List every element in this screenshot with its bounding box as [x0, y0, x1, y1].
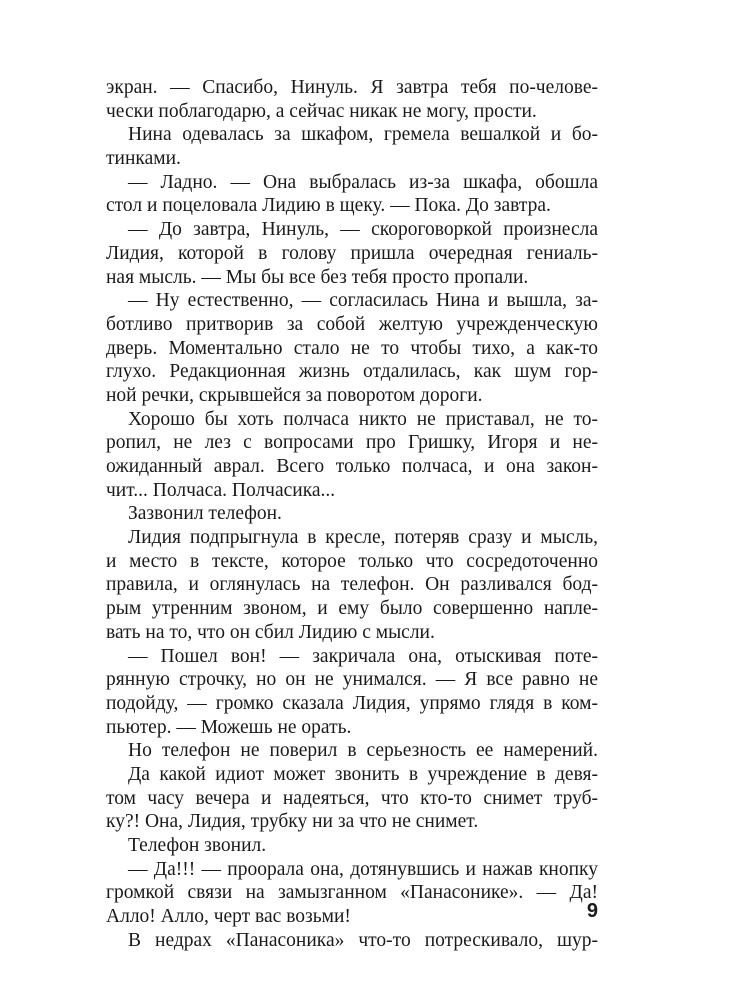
- text-line: тинками.: [106, 148, 181, 170]
- text-line: ная мысль. — Мы бы все без тебя просто пропали.: [106, 266, 529, 288]
- text-line: том часу вечера и надеяться, что кто-то снимет труб-: [106, 787, 598, 809]
- text-line: Но телефон не поверил в серьезность ее намерений.: [128, 740, 598, 762]
- text-line: правила, и оглянулась на телефон. Он разливался бод-: [106, 574, 598, 596]
- text-line: — Да!!! — проорала она, дотянувшись и нажав кнопку: [128, 858, 598, 880]
- text-line: рянную строчку, но он не унимался. — Я все равно не: [106, 669, 598, 691]
- text-line: громкой связи на замызганном «Панасонике». — Да!: [106, 882, 598, 904]
- text-line: Да какой идиот может звонить в учреждение в девя-: [128, 763, 598, 785]
- text-line: Хорошо бы хоть полчаса никто не приставал, не то-: [128, 408, 598, 430]
- text-line: глухо. Редакционная жизнь отдалилась, как шум гор-: [106, 361, 598, 383]
- text-line: Телефон звонил.: [128, 835, 267, 856]
- text-line: Зазвонил телефон.: [128, 503, 282, 525]
- text-line: стол и поцеловала Лидию в щеку. — Пока. До завтра.: [106, 195, 551, 217]
- text-line: — Пошел вон! — закричала она, отыскивая поте-: [128, 645, 598, 667]
- text-line: ожиданный аврал. Всего только полчаса, и она закон-: [106, 456, 598, 477]
- text-line: чит... Полчаса. Полчасика...: [106, 479, 336, 501]
- text-line: экран. — Спасибо, Нинуль. Я завтра тебя по-челове-: [106, 77, 598, 98]
- text-line: — Ладно. — Она выбралась из-за шкафа, обошла: [128, 171, 598, 193]
- text-line: Лидия, которой в голову пришла очередная гениаль-: [106, 242, 598, 264]
- text-line: Нина одевалась за шкафом, гремела вешалкой и бо-: [128, 124, 598, 146]
- text-line: и место в тексте, которое только что сосредоточенно: [106, 550, 598, 572]
- text-line: рым утренним звоном, и ему было совершенно напле-: [106, 598, 598, 620]
- text-line: — Ну естественно, — согласилась Нина и вышла, за-: [128, 290, 598, 312]
- text-line: Алло! Алло, черт вас возьми!: [106, 906, 351, 928]
- text-line: — До завтра, Нинуль, — скороговоркой произнесла: [128, 219, 598, 241]
- text-line: ропил, не лез с вопросами про Гришку, Игоря и не-: [106, 432, 598, 454]
- text-line: ной речки, скрывшейся за поворотом дороги.: [106, 384, 483, 406]
- text-line: В недрах «Панасоника» что-то потрескивало, шур-: [128, 929, 598, 951]
- text-line: ку?! Она, Лидия, трубку ни за что не снимет.: [106, 811, 479, 833]
- body-text: [106, 76, 598, 952]
- page-number: 9: [586, 900, 598, 922]
- text-line: Лидия подпрыгнула в кресле, потеряв сразу и мысль,: [128, 527, 598, 549]
- text-line: дверь. Моментально стало не то чтобы тихо, а как-то: [106, 337, 598, 359]
- text-line: вать на то, что он сбил Лидию с мысли.: [106, 621, 435, 643]
- text-line: ботливо притворив за собой желтую учрежденческую: [106, 313, 598, 335]
- text-line: подойду, — громко сказала Лидия, упрямо глядя в ком-: [106, 692, 598, 714]
- text-line: чески поблагодарю, а сейчас никак не могу, прости.: [106, 100, 537, 122]
- text-line: пьютер. — Можешь не орать.: [106, 716, 352, 738]
